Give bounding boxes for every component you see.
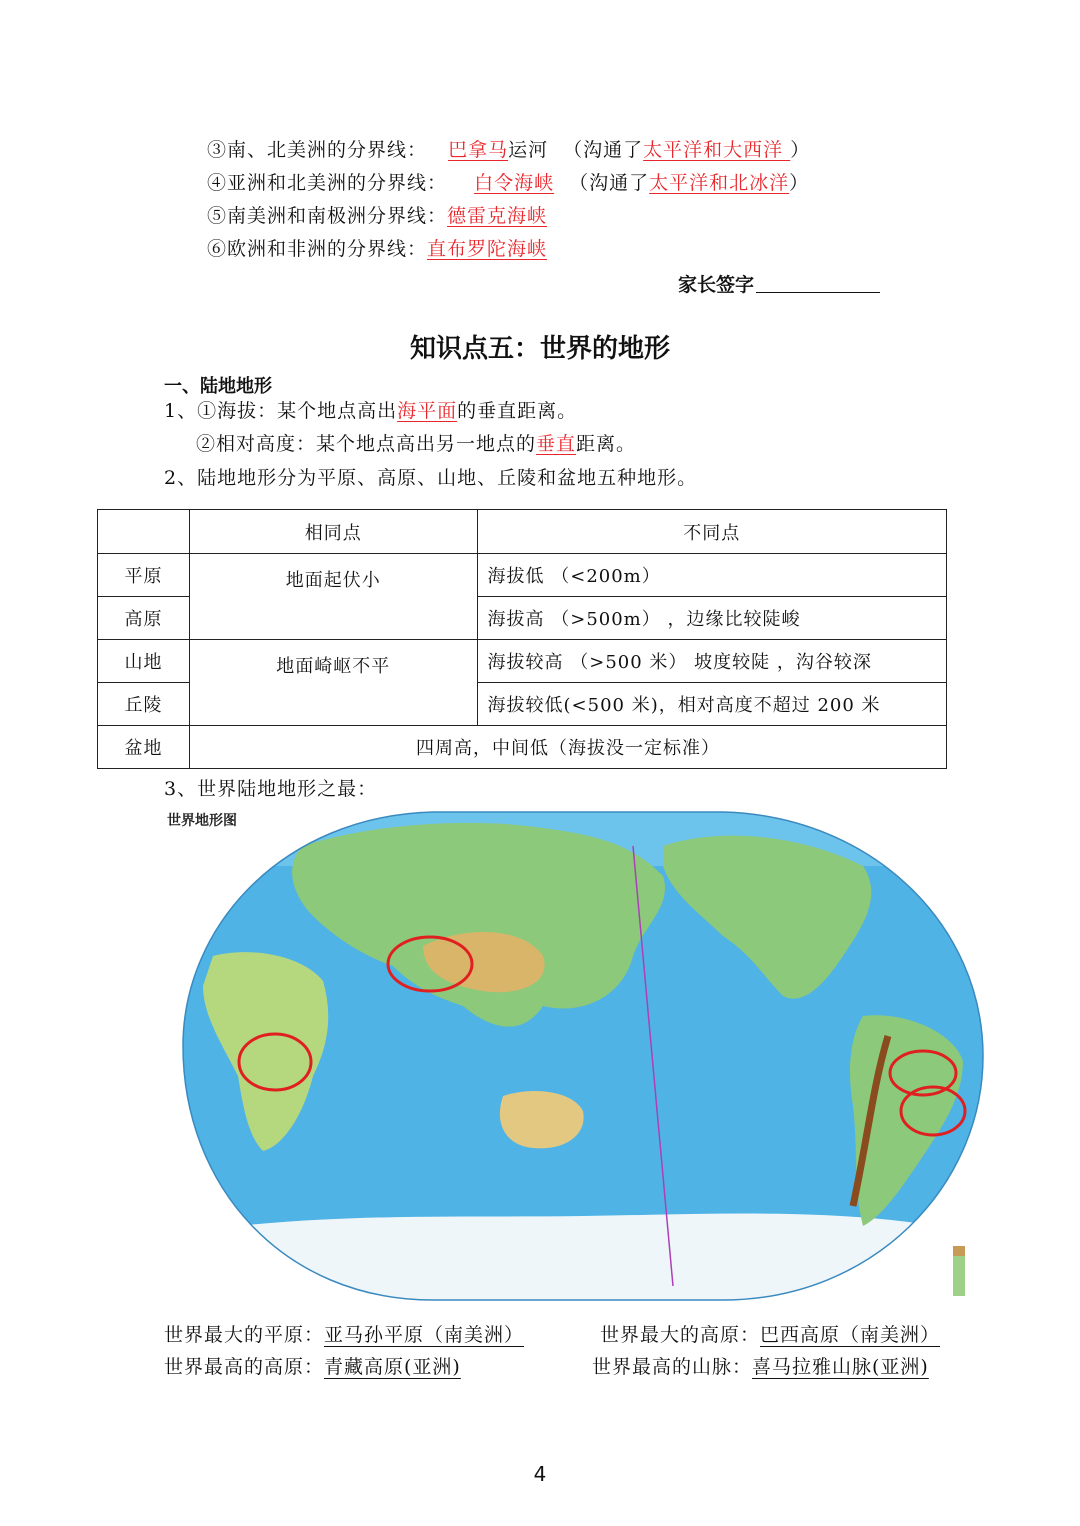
map-intro: 3、世界陆地地形之最：	[164, 778, 378, 800]
diff-point: 海拔较低(<500 米)，相对高度不超过 200 米	[477, 683, 946, 726]
point-text-end: 的垂直距离。	[457, 400, 578, 422]
boundary-line-5	[207, 203, 547, 229]
signature-line[interactable]	[756, 292, 880, 293]
boundary-label: ④亚洲和北美洲的分界线：	[207, 172, 448, 194]
point-text: ②相对高度：某个地点高出另一地点的	[196, 433, 537, 455]
parent-signature	[678, 270, 880, 297]
point-text-end: 距离。	[576, 433, 637, 455]
point-landforms: 2、陆地地形分为平原、高原、山地、丘陵和盆地五种地形。	[164, 467, 698, 489]
diff-point: 海拔低 （<200m）	[477, 554, 946, 597]
table-row	[98, 554, 947, 597]
diff-point: 海拔高 （>500m） ，边缘比较陡峻	[477, 597, 946, 640]
table-row	[98, 726, 947, 769]
boundary-note-answer: 太平洋和北冰洋	[649, 172, 790, 194]
boundary-answer-plain: 运河	[508, 139, 549, 161]
landform-name: 盆地	[98, 726, 190, 769]
map-title: 世界地形图	[167, 813, 237, 829]
fact-largest-plain	[164, 1320, 524, 1347]
point-altitude	[164, 398, 577, 424]
boundary-note: （沟通了	[569, 172, 650, 194]
boundary-answer: 白令海峡	[474, 172, 555, 194]
landform-name: 平原	[98, 554, 190, 597]
same-point: 地面起伏小	[189, 554, 477, 640]
same-point: 地面崎岖不平	[189, 640, 477, 726]
boundary-answer: 直布罗陀海峡	[427, 238, 548, 260]
map-image	[163, 806, 985, 1304]
fact-highest-plateau	[164, 1352, 461, 1379]
fact-label: 世界最大的平原：	[164, 1324, 325, 1346]
boundary-note: （沟通了	[563, 139, 644, 161]
boundary-note-end: ）	[790, 139, 811, 161]
fact-answer: 巴西高原（南美洲）	[760, 1324, 941, 1346]
boundary-label: ③南、北美洲的分界线：	[207, 139, 428, 161]
point-text: 1、①海拔：某个地点高出	[164, 400, 398, 422]
fact-label: 世界最高的山脉：	[592, 1356, 753, 1378]
table-header-diff: 不同点	[477, 510, 946, 554]
landform-name: 高原	[98, 597, 190, 640]
diff-point: 四周高，中间低（海拔没一定标准）	[189, 726, 946, 769]
landform-name: 山地	[98, 640, 190, 683]
point-answer: 垂直	[536, 433, 577, 455]
world-terrain-map	[163, 806, 985, 1304]
boundary-answer: 巴拿马	[448, 139, 509, 161]
table-header-same: 相同点	[189, 510, 477, 554]
boundary-line-6	[207, 236, 547, 262]
fact-answer: 亚马孙平原（南美洲）	[324, 1324, 525, 1346]
boundary-line-4	[207, 170, 809, 196]
fact-highest-mountain	[592, 1352, 929, 1379]
subsection-title: 一、陆地地形	[164, 376, 272, 397]
boundary-label: ⑥欧洲和非洲的分界线：	[207, 238, 428, 260]
fact-label: 世界最高的高原：	[164, 1356, 325, 1378]
landform-name: 丘陵	[98, 683, 190, 726]
page-number: 4	[533, 1462, 547, 1486]
boundary-label: ⑤南美洲和南极洲分界线：	[207, 205, 448, 227]
fact-answer: 喜马拉雅山脉(亚洲)	[752, 1356, 929, 1378]
terrain-table	[97, 509, 947, 769]
diff-point: 海拔较高 （>500 米） 坡度较陡 ，沟谷较深	[477, 640, 946, 683]
boundary-answer: 德雷克海峡	[447, 205, 548, 227]
boundary-note-end: ）	[789, 172, 810, 194]
signature-label: 家长签字	[678, 274, 755, 296]
table-header-row	[98, 510, 947, 554]
boundary-note-answer: 太平洋和大西洋	[643, 139, 791, 161]
fact-largest-plateau	[600, 1320, 940, 1347]
point-answer: 海平面	[397, 400, 458, 422]
section-title: 知识点五：世界的地形	[409, 334, 670, 364]
point-relative-height	[196, 431, 636, 457]
table-row	[98, 640, 947, 683]
fact-answer: 青藏高原(亚洲)	[324, 1356, 461, 1378]
boundary-line-3	[207, 137, 810, 163]
fact-label: 世界最大的高原：	[600, 1324, 761, 1346]
table-header-empty	[98, 510, 190, 554]
